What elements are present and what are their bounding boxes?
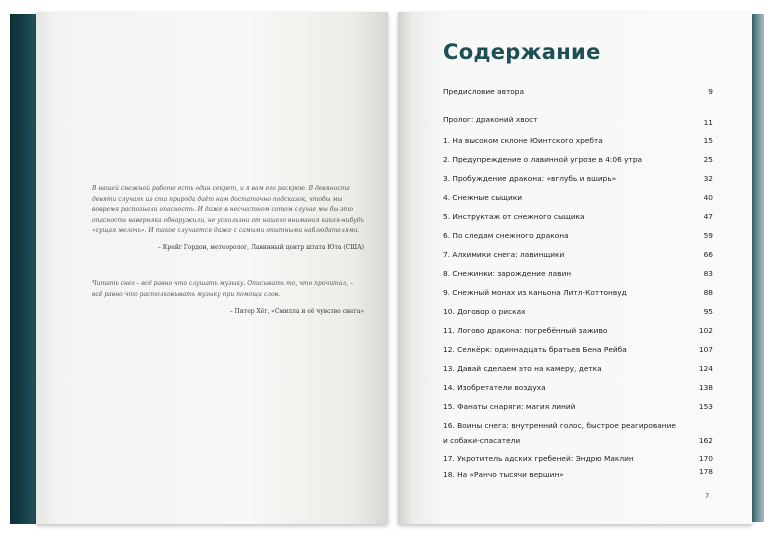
toc-title: Содержание: [443, 40, 601, 64]
toc-entry: [443, 115, 713, 129]
toc-entry-continued: [443, 436, 713, 450]
toc-entry: [443, 345, 713, 359]
toc-entry-page: 138: [698, 383, 713, 392]
toc-entry-page: 15: [703, 136, 713, 145]
toc-entry: [443, 136, 713, 150]
toc-entry-label: 5. Инструктаж от снежного сыщика: [443, 212, 585, 221]
toc-entry-label: 16. Воины снега: внутренний голос, быстрое реагирование: [443, 421, 676, 430]
toc-entry-label: 12. Селкёрк: одиннадцать братьев Бена Рейба: [443, 345, 627, 354]
toc-entry-page: 47: [703, 212, 713, 221]
toc-entry-label: 2. Предупреждение о лавинной угрозе в 4:06 утра: [443, 155, 643, 164]
toc-entry-label: 1. На высоком склоне Юинтского хребта: [443, 136, 603, 145]
toc-entry: [443, 288, 713, 302]
toc-entry-label: 11. Логово дракона: погребённый заживо: [443, 326, 608, 335]
toc-entry-label: 14. Изобретатели воздуха: [443, 383, 546, 392]
toc-entry-page: 83: [703, 269, 713, 278]
toc-entry-page: 25: [703, 155, 713, 164]
toc-entry-page: 124: [698, 364, 713, 373]
toc-entry-label: 3. Пробуждение дракона: «вглубь и вширь»: [443, 174, 617, 183]
toc-entry: [443, 250, 713, 264]
toc-entry: [443, 307, 713, 321]
toc-entry-page: 102: [698, 326, 713, 335]
toc-entry-label: 7. Алхимики снега: лавинщики: [443, 250, 565, 259]
toc-entry: [443, 174, 713, 188]
toc-entry-page: 59: [703, 231, 713, 240]
toc-entry-page: 11: [703, 118, 713, 127]
toc-entry-page: 66: [703, 250, 713, 259]
toc-entry-label: 4. Снежные сыщики: [443, 193, 523, 202]
toc-entry-label: 6. По следам снежного дракона: [443, 231, 569, 240]
epigraph-2-text: Читать снег – всё равно что слушать музыку. Описывать то, что прочитал, – всё равно что растолковывать музыку при помощи слов.: [92, 280, 353, 298]
toc-entry-label: Предисловие автора: [443, 87, 525, 96]
toc-entry: [443, 193, 713, 207]
toc-entry-page: 162: [698, 436, 713, 445]
toc-entry: [443, 87, 713, 101]
toc-entry-label: и собаки-спасатели: [443, 436, 521, 445]
toc-entry: [443, 326, 713, 340]
toc-entry-page: 153: [698, 402, 713, 411]
toc-entry: [443, 269, 713, 283]
page-number: 7: [705, 492, 710, 500]
epigraph-1-attribution: – Крейг Гордон, метеоролог, Лавинный центр штата Юта (США): [157, 244, 364, 251]
toc-entry-page: 40: [703, 193, 713, 202]
toc-entry-label: 18. На «Ранчо тысячи вершин»: [443, 470, 564, 479]
epigraph-1-text: В нашей снежной работе есть один секрет, и я вам его раскрою. В девяноста девяти случаях из ста природа даёт нам достаточно подсказок, чтобы мы вовремя распознали опасность. И даже в несчастном сотом случае мы бы это опасность наверняка обнаружили, не ускользни от нашего внимания какая-нибудь «сущая мелочь». И такое случается даже с самыми опытными наблюдателями.: [92, 185, 364, 235]
toc-entry-label: 17. Укротитель адских гребеней: Эндрю Маклин: [443, 454, 634, 463]
toc-entry-page: 9: [708, 87, 713, 96]
toc-entry: [443, 212, 713, 226]
toc-entry-label: 9. Снежный монах из каньона Литл-Коттонвуд: [443, 288, 627, 297]
toc-entry-label: 8. Снежинки: зарождение лавин: [443, 269, 572, 278]
toc-entry-page: 32: [703, 174, 713, 183]
toc-entry: [443, 467, 713, 484]
toc-entry-page: 178: [698, 467, 713, 476]
toc-entry-page: 107: [698, 345, 713, 354]
toc-entry: [443, 383, 713, 397]
toc-entry: [443, 454, 713, 468]
toc-entry-page: 95: [703, 307, 713, 316]
toc-entry: [443, 402, 713, 416]
toc-entry-page: 170: [698, 454, 713, 463]
toc-entry: [443, 364, 713, 378]
toc-entry-label: 13. Давай сделаем это на камеру, детка: [443, 364, 602, 373]
toc-entry-label: 15. Фанаты снаряги: магия линий: [443, 402, 576, 411]
toc-entry: [443, 231, 713, 245]
toc-entry-label: 10. Договор о рисках: [443, 307, 526, 316]
toc-entry-page: 88: [703, 288, 713, 297]
page-stack-edge: [752, 14, 764, 522]
toc-entry: [443, 421, 713, 435]
toc-entry-label: Пролог: драконий хвост: [443, 115, 538, 124]
toc-entry: [443, 155, 713, 169]
epigraph-2-attribution: – Питер Хёг, «Смилла и её чувство снега»: [229, 308, 364, 315]
left-page: [36, 12, 388, 524]
